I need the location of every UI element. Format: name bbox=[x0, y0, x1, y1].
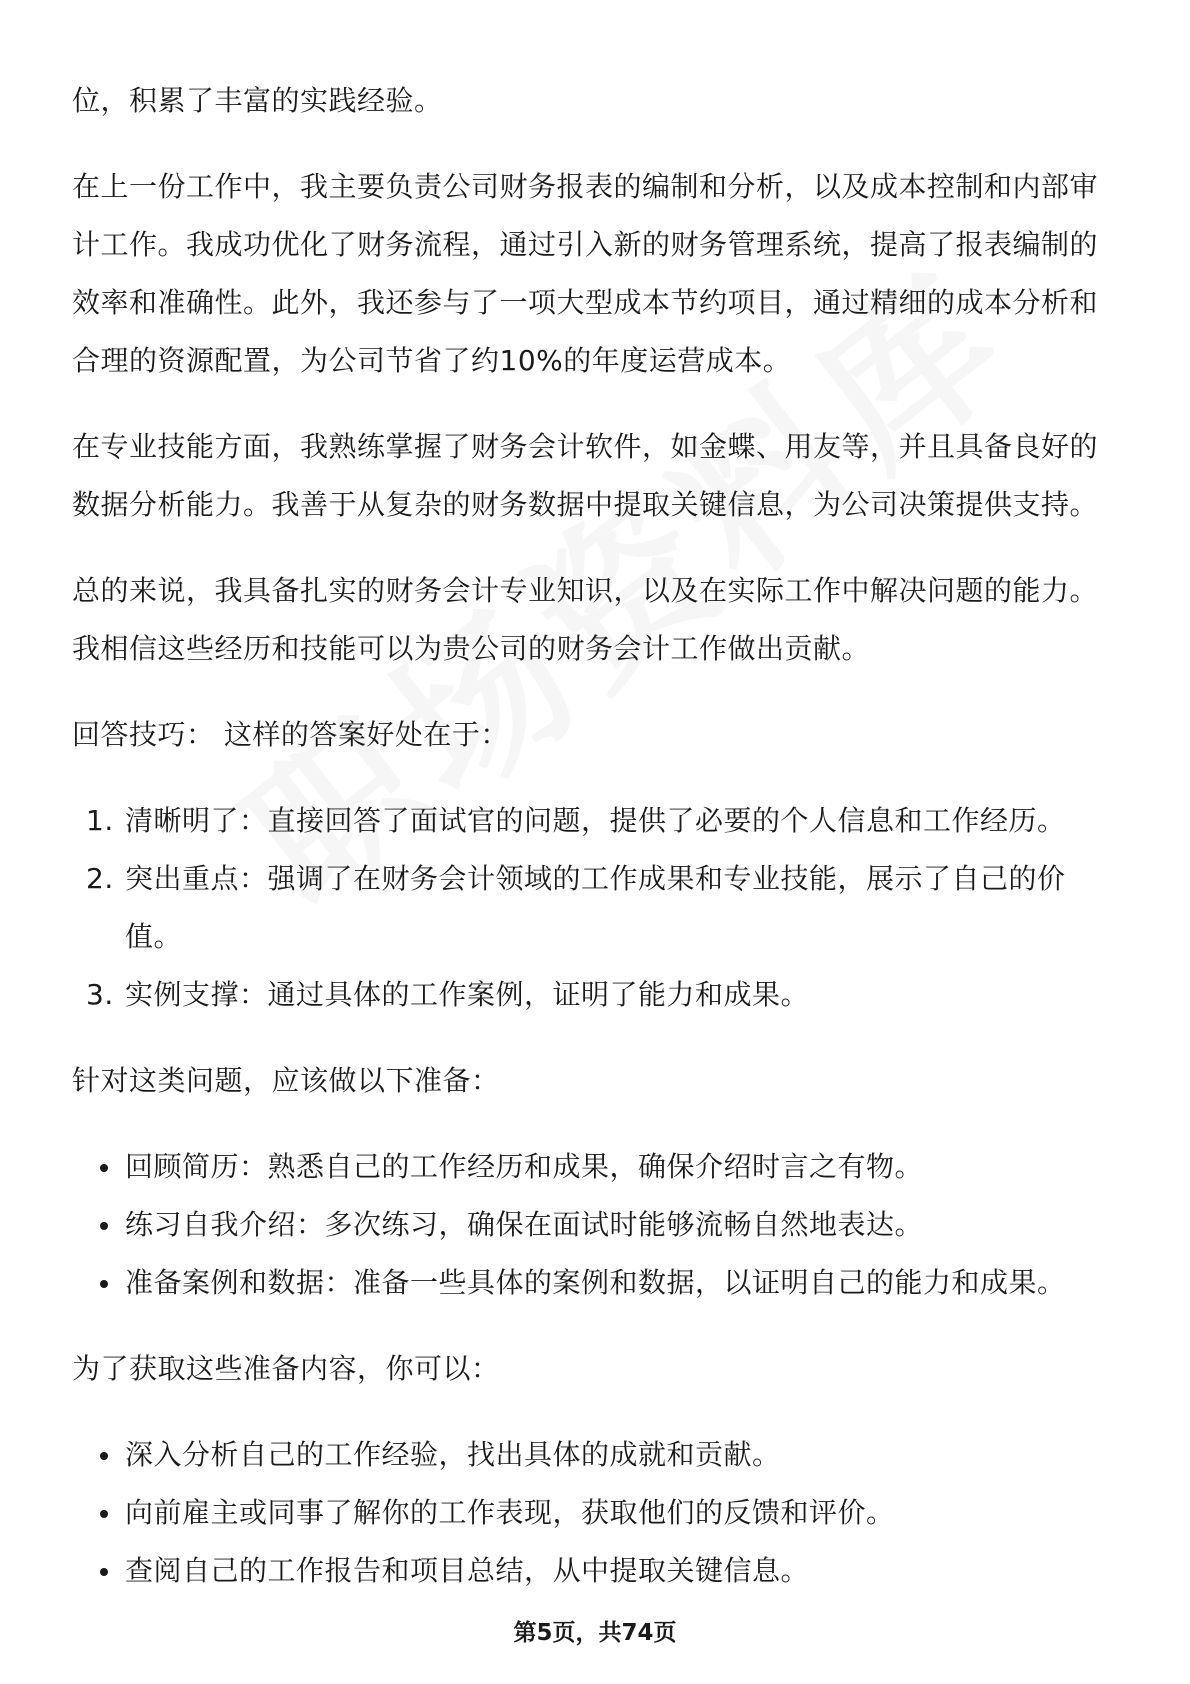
list-item bbox=[72, 1542, 1120, 1600]
list-item bbox=[72, 1484, 1120, 1542]
list-item bbox=[72, 1254, 1120, 1312]
bullet-icon bbox=[100, 1280, 108, 1288]
paragraph: 在专业技能方面，我熟练掌握了财务会计软件，如金蝶、用友等，并且具备良好的数据分析能力。我善于从复杂的财务数据中提取关键信息，为公司决策提供支持。 bbox=[72, 430, 1099, 521]
list-item-text: 清晰明了：直接回答了面试官的问题，提供了必要的个人信息和工作经历。 bbox=[125, 804, 1066, 837]
list-item bbox=[72, 1426, 1120, 1484]
bullet-icon bbox=[100, 1452, 108, 1460]
list-item bbox=[72, 1196, 1120, 1254]
list-item-text: 回顾简历：熟悉自己的工作经历和成果，确保介绍时言之有物。 bbox=[125, 1150, 924, 1183]
bullet-icon bbox=[100, 1568, 108, 1576]
source-heading: 为了获取这些准备内容，你可以： bbox=[72, 1352, 500, 1385]
paragraph: 位，积累了丰富的实践经验。 bbox=[72, 84, 443, 117]
list-item-text: 查阅自己的工作报告和项目总结，从中提取关键信息。 bbox=[125, 1554, 810, 1587]
list-item-text: 准备案例和数据：准备一些具体的案例和数据，以证明自己的能力和成果。 bbox=[125, 1266, 1066, 1299]
list-item bbox=[72, 792, 1120, 850]
tips-list bbox=[72, 792, 1120, 1024]
document-body bbox=[72, 72, 1120, 1628]
list-item bbox=[72, 850, 1120, 966]
list-number: 2. bbox=[86, 862, 114, 895]
list-item bbox=[72, 966, 1120, 1024]
source-list bbox=[72, 1426, 1120, 1600]
prep-list bbox=[72, 1138, 1120, 1312]
tips-heading: 回答技巧： 这样的答案好处在于： bbox=[72, 718, 509, 751]
bullet-icon bbox=[100, 1510, 108, 1518]
list-item-text: 向前雇主或同事了解你的工作表现，获取他们的反馈和评价。 bbox=[125, 1496, 895, 1529]
list-item-text: 练习自我介绍：多次练习，确保在面试时能够流畅自然地表达。 bbox=[125, 1208, 924, 1241]
paragraph: 在上一份工作中，我主要负责公司财务报表的编制和分析，以及成本控制和内部审计工作。我成功优化了财务流程，通过引入新的财务管理系统，提高了报表编制的效率和准确性。此外，我还参与了一项大型成本节约项目，通过精细的成本分析和合理的资源配置，为公司节省了约10%的年度运营成本。 bbox=[72, 170, 1099, 377]
paragraph: 总的来说，我具备扎实的财务会计专业知识，以及在实际工作中解决问题的能力。我相信这些经历和技能可以为贵公司的财务会计工作做出贡献。 bbox=[72, 574, 1099, 665]
list-item bbox=[72, 1138, 1120, 1196]
list-item-text: 实例支撑：通过具体的工作案例，证明了能力和成果。 bbox=[125, 978, 810, 1011]
list-number: 3. bbox=[86, 978, 114, 1011]
list-number: 1. bbox=[86, 804, 114, 837]
list-item-text: 突出重点：强调了在财务会计领域的工作成果和专业技能，展示了自己的价值。 bbox=[125, 862, 1066, 953]
bullet-icon bbox=[100, 1222, 108, 1230]
prep-heading: 针对这类问题，应该做以下准备： bbox=[72, 1064, 500, 1097]
list-item-text: 深入分析自己的工作经验，找出具体的成就和贡献。 bbox=[125, 1438, 781, 1471]
page-number: 第5页，共74页 bbox=[513, 1620, 677, 1646]
bullet-icon bbox=[100, 1164, 108, 1172]
